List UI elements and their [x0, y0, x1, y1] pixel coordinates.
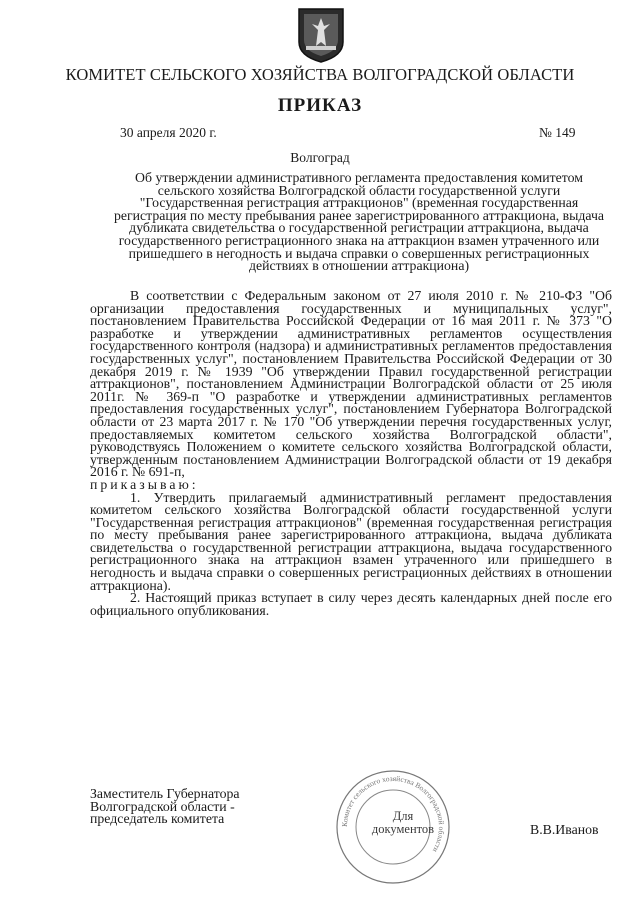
signatory-title-line: председатель комитета: [90, 811, 225, 827]
signatory-name: В.В.Иванов: [530, 822, 599, 837]
document-city: Волгоград: [290, 150, 350, 165]
order-item-1: 1. Утвердить прилагаемый административный регламент предоставления комитетом сельского хозяйства Волгоградской области государственной услуги "Государственная регистрация аттракционов" (временная государственная регистрация по месту пребывания ранее зарегистрированного аттракциона, выдача дубликата свидетельства о государственной регистрации аттракциона, выдача государственного регистрационного знака на аттракцион взамен утраченного или пришедшего в негодность и выдача справки о совершенных регистрационных действиях в отношении аттракциона).: [90, 489, 612, 593]
preamble-paragraph: В соответствии с Федеральным законом от 27 июля 2010 г. № 210-ФЗ "Об организации предоставления государственных и муниципальных услуг", постановлением Правительства Российской Федерации от 16 мая 2011 г. № 373 "О разработке и утверждении административных регламентов осуществления государственного контроля (надзора) и административных регламентов предоставления государственных услуг", постановлением Правительства Российской Федерации от 30 декабря 2019 г. № 1939 "Об утверждении Правил государственной регистрации аттракционов", постановлением Администрации Волгоградской области от 25 июля 2011г. № 369-п "О разработке и утверждении административных регламентов предоставления государственных услуг", постановлением Губернатора Волгоградской области от 23 марта 2017 г. № 170 "Об утверждении перечня государственных услуг, предоставляемых комитетом сельского хозяйства Волгоградской области", руководствуясь Положением о комитете сельского хозяйства Волгоградской области, утвержденным постановлением Администрации Волгоградской области от 19 декабря 2016 г. № 691-п,: [90, 288, 612, 480]
document-type: ПРИКАЗ: [277, 95, 363, 116]
document-date: 30 апреля 2020 г.: [120, 125, 217, 140]
stamp-ring-text: Комитет сельского хозяйства Волгоградской области: [339, 773, 447, 854]
signatory-title: [90, 788, 240, 826]
volgograd-emblem-icon: [296, 6, 346, 64]
document-number: № 149: [539, 125, 576, 140]
document-body: [90, 290, 612, 617]
stamp-line: документов: [371, 822, 435, 836]
order-word: приказываю:: [90, 476, 199, 492]
stamp-center-text: [368, 810, 438, 836]
organization-name: КОМИТЕТ СЕЛЬСКОГО ХОЗЯЙСТВА ВОЛГОГРАДСКОЙ ОБЛАСТИ: [65, 65, 575, 84]
signatory-title-line: Заместитель Губернатора: [90, 786, 240, 801]
order-item-2: 2. Настоящий приказ вступает в силу через десять календарных дней после его официального опубликования.: [90, 590, 612, 618]
document-subject: Об утверждении административного регламента предоставления комитетом сельского хозяйства Волгоградской области государственной услуги "Государственная регистрация аттракционов" (временная государственная регистрация по месту пребывания ранее зарегистрированного аттракциона, выдача дубликата свидетельства о государственной регистрации аттракциона, выдача государственного регистрационного знака на аттракцион взамен утраченного или пришедшего в негодность и выдача справки о совершенных регистрационных действиях в отношении аттракциона): [113, 170, 605, 274]
signatory-title-line: Волгоградской области -: [90, 798, 235, 814]
stamp-line: Для: [392, 809, 414, 823]
